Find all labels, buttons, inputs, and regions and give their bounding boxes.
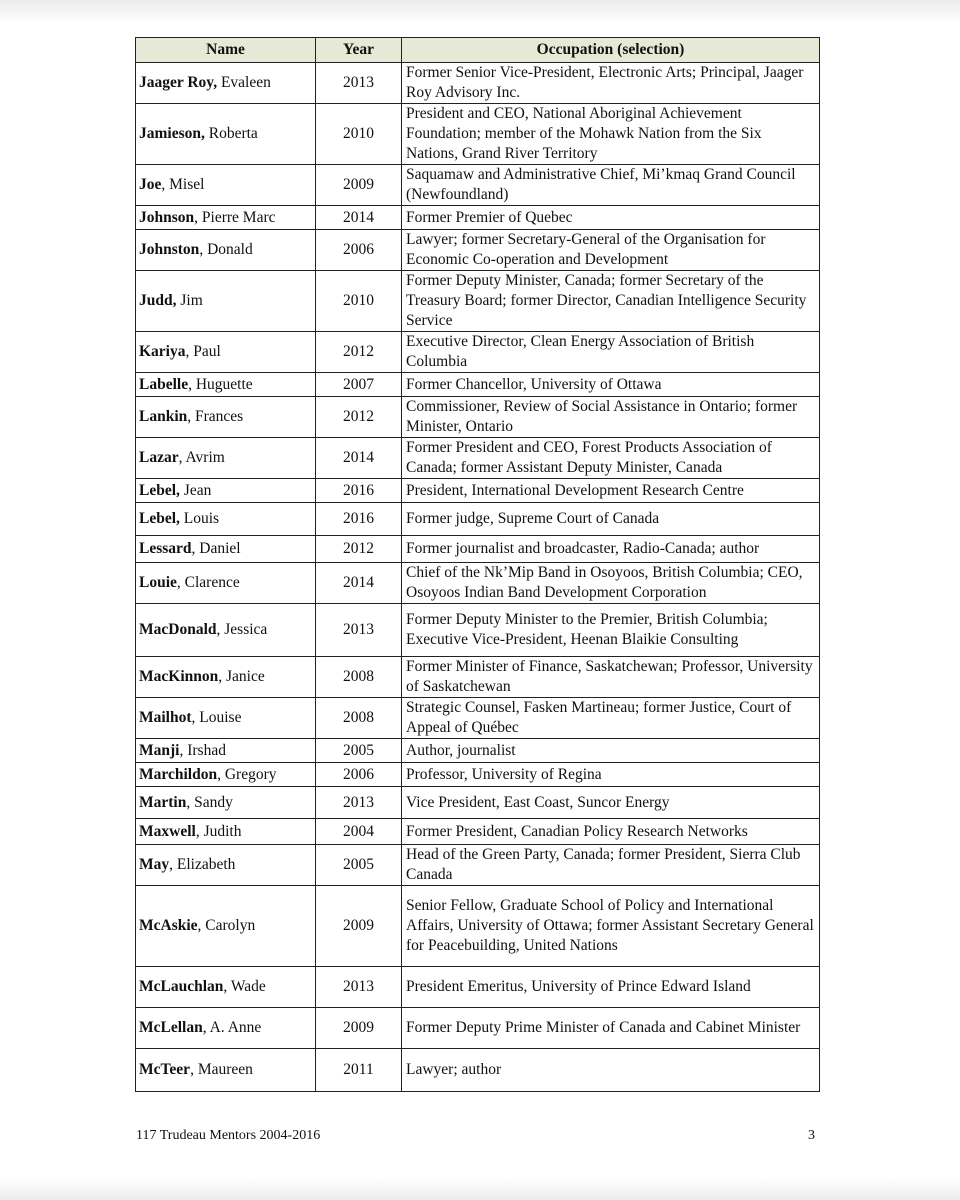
surname: Louie	[139, 574, 177, 591]
given-name: , Pierre Marc	[194, 208, 276, 226]
cell-year: 2013	[316, 604, 402, 657]
cell-name	[136, 787, 316, 819]
cell-name	[136, 479, 316, 503]
cell-occupation: Author, journalist	[402, 739, 820, 763]
cell-occupation: President Emeritus, University of Prince Edward Island	[402, 967, 820, 1008]
cell-year: 2006	[316, 763, 402, 787]
table-row	[136, 739, 820, 763]
cell-year: 2014	[316, 563, 402, 604]
given-name: , Jessica	[216, 621, 268, 638]
table-row	[136, 373, 820, 397]
table-row	[136, 657, 820, 698]
cell-name	[136, 503, 316, 536]
cell-year: 2005	[316, 845, 402, 886]
cell-occupation: Former journalist and broadcaster, Radio-Canada; author	[402, 536, 820, 563]
table-row	[136, 967, 820, 1008]
table-row	[136, 845, 820, 886]
cell-occupation: Executive Director, Clean Energy Association of British Columbia	[402, 332, 820, 373]
table-row	[136, 1049, 820, 1092]
table-row	[136, 397, 820, 438]
cell-occupation: Former Deputy Prime Minister of Canada and Cabinet Minister	[402, 1008, 820, 1049]
cell-occupation: Professor, University of Regina	[402, 763, 820, 787]
given-name: , Gregory	[217, 765, 277, 783]
given-name: Roberta	[204, 125, 258, 142]
cell-occupation: Former Deputy Minister to the Premier, British Columbia; Executive Vice-President, Heenan Blaikie Consulting	[402, 604, 820, 657]
given-name: , Clarence	[176, 574, 240, 591]
cell-name	[136, 1008, 316, 1049]
cell-occupation: Former President, Canadian Policy Research Networks	[402, 819, 820, 845]
surname: Lebel,	[139, 481, 180, 499]
cell-year: 2010	[316, 271, 402, 332]
surname: Jamieson,	[139, 125, 205, 142]
given-name: , Misel	[161, 176, 205, 193]
cell-occupation: Saquamaw and Administrative Chief, Mi’kmaq Grand Council (Newfoundland)	[402, 165, 820, 206]
cell-occupation: Lawyer; former Secretary-General of the Organisation for Economic Co-operation and Development	[402, 230, 820, 271]
cell-year: 2010	[316, 104, 402, 165]
cell-name	[136, 230, 316, 271]
given-name: , Judith	[195, 822, 242, 840]
surname: Judd,	[139, 292, 177, 309]
cell-name	[136, 763, 316, 787]
given-name: , Sandy	[186, 793, 233, 811]
cell-name	[136, 967, 316, 1008]
table-row	[136, 104, 820, 165]
table-row	[136, 271, 820, 332]
cell-name	[136, 206, 316, 230]
surname: Mailhot	[139, 709, 192, 726]
surname: Kariya	[139, 343, 186, 360]
cell-occupation: Head of the Green Party, Canada; former President, Sierra Club Canada	[402, 845, 820, 886]
cell-year: 2008	[316, 698, 402, 739]
table-row	[136, 604, 820, 657]
cell-name	[136, 271, 316, 332]
mentors-table	[135, 37, 820, 1092]
surname: McAskie	[139, 917, 198, 934]
cell-occupation: Vice President, East Coast, Suncor Energy	[402, 787, 820, 819]
cell-year: 2009	[316, 886, 402, 967]
cell-occupation: Former President and CEO, Forest Products Association of Canada; former Assistant Deputy Minister, Canada	[402, 438, 820, 479]
surname: Marchildon	[139, 765, 218, 783]
cell-name	[136, 438, 316, 479]
given-name: Jean	[179, 481, 212, 499]
table-row	[136, 63, 820, 104]
given-name: , Elizabeth	[169, 856, 236, 873]
surname: McTeer	[139, 1061, 191, 1078]
given-name: , A. Anne	[202, 1019, 262, 1036]
table-row	[136, 503, 820, 536]
cell-year: 2013	[316, 787, 402, 819]
cell-occupation: Lawyer; author	[402, 1049, 820, 1092]
surname: Labelle	[139, 375, 189, 393]
table-row	[136, 1008, 820, 1049]
given-name: , Maureen	[190, 1061, 253, 1078]
cell-name	[136, 819, 316, 845]
given-name: Louis	[179, 510, 220, 527]
surname: MacDonald	[139, 621, 217, 638]
surname: Johnson	[139, 208, 195, 226]
table-row	[136, 787, 820, 819]
given-name: Jim	[176, 292, 203, 309]
surname: MacKinnon	[139, 668, 219, 685]
cell-year: 2009	[316, 165, 402, 206]
cell-name	[136, 845, 316, 886]
column-header-name: Name	[136, 38, 316, 63]
cell-year: 2011	[316, 1049, 402, 1092]
cell-year: 2009	[316, 1008, 402, 1049]
surname: Lankin	[139, 408, 188, 425]
table-row	[136, 206, 820, 230]
cell-occupation: Former Premier of Quebec	[402, 206, 820, 230]
given-name: , Avrim	[178, 449, 225, 466]
cell-name	[136, 332, 316, 373]
given-name: , Louise	[191, 709, 242, 726]
given-name: , Janice	[218, 668, 265, 685]
table-row	[136, 332, 820, 373]
cell-occupation: Strategic Counsel, Fasken Martineau; former Justice, Court of Appeal of Québec	[402, 698, 820, 739]
cell-year: 2014	[316, 438, 402, 479]
cell-year: 2016	[316, 503, 402, 536]
cell-year: 2008	[316, 657, 402, 698]
table-row	[136, 819, 820, 845]
table-body	[136, 63, 820, 1092]
cell-year: 2012	[316, 397, 402, 438]
surname: Maxwell	[139, 822, 196, 840]
table-row	[136, 563, 820, 604]
surname: McLellan	[139, 1019, 203, 1036]
cell-occupation: Former Deputy Minister, Canada; former Secretary of the Treasury Board; former Director, Canadian Intelligence Security Service	[402, 271, 820, 332]
given-name: Evaleen	[217, 74, 271, 91]
cell-name	[136, 104, 316, 165]
given-name: , Irshad	[179, 741, 226, 759]
given-name: , Carolyn	[197, 917, 256, 934]
cell-occupation: Commissioner, Review of Social Assistance in Ontario; former Minister, Ontario	[402, 397, 820, 438]
cell-occupation: Former Senior Vice-President, Electronic Arts; Principal, Jaager Roy Advisory Inc.	[402, 63, 820, 104]
surname: Lebel,	[139, 510, 180, 527]
given-name: , Frances	[187, 408, 244, 425]
cell-name	[136, 886, 316, 967]
cell-name	[136, 657, 316, 698]
table-row	[136, 165, 820, 206]
surname: Lazar	[139, 449, 179, 466]
cell-name	[136, 165, 316, 206]
surname: Manji	[139, 741, 180, 759]
surname: Jaager Roy,	[139, 74, 218, 91]
cell-occupation: Chief of the Nk’Mip Band in Osoyoos, British Columbia; CEO, Osoyoos Indian Band Development Corporation	[402, 563, 820, 604]
page-number: 3	[808, 1128, 815, 1143]
cell-name	[136, 563, 316, 604]
cell-year: 2007	[316, 373, 402, 397]
cell-occupation: Former Chancellor, University of Ottawa	[402, 373, 820, 397]
given-name: , Daniel	[191, 540, 241, 557]
column-header-occupation: Occupation (selection)	[402, 38, 820, 63]
table-row	[136, 763, 820, 787]
footer-title: 117 Trudeau Mentors 2004-2016	[136, 1128, 321, 1143]
column-header-year: Year	[316, 38, 402, 63]
cell-year: 2016	[316, 479, 402, 503]
table-row	[136, 479, 820, 503]
cell-name	[136, 604, 316, 657]
cell-name	[136, 373, 316, 397]
table-row	[136, 536, 820, 563]
cell-occupation: Former Minister of Finance, Saskatchewan; Professor, University of Saskatchewan	[402, 657, 820, 698]
surname: May	[139, 856, 170, 873]
table-header	[136, 38, 820, 63]
cell-occupation: Former judge, Supreme Court of Canada	[402, 503, 820, 536]
cell-name	[136, 397, 316, 438]
table-row	[136, 438, 820, 479]
cell-year: 2013	[316, 967, 402, 1008]
cell-year: 2006	[316, 230, 402, 271]
surname: Lessard	[139, 540, 192, 557]
cell-name	[136, 698, 316, 739]
cell-name	[136, 739, 316, 763]
table-row	[136, 886, 820, 967]
cell-year: 2004	[316, 819, 402, 845]
cell-year: 2014	[316, 206, 402, 230]
cell-year: 2012	[316, 536, 402, 563]
cell-year: 2012	[316, 332, 402, 373]
surname: Johnston	[139, 241, 200, 258]
cell-name	[136, 536, 316, 563]
surname: McLauchlan	[139, 978, 224, 995]
header-row	[136, 38, 820, 63]
given-name: , Donald	[199, 241, 253, 258]
surname: Martin	[139, 793, 187, 811]
cell-name	[136, 63, 316, 104]
cell-year: 2005	[316, 739, 402, 763]
table-row	[136, 698, 820, 739]
given-name: , Paul	[185, 343, 221, 360]
cell-name	[136, 1049, 316, 1092]
given-name: , Huguette	[188, 375, 253, 393]
given-name: , Wade	[223, 978, 266, 995]
cell-occupation: Senior Fellow, Graduate School of Policy and International Affairs, University of Ottawa; former Assistant Secretary General for Peacebuilding, United Nations	[402, 886, 820, 967]
table-row	[136, 230, 820, 271]
cell-occupation: President and CEO, National Aboriginal Achievement Foundation; member of the Mohawk Nation from the Six Nations, Grand River Territory	[402, 104, 820, 165]
cell-occupation: President, International Development Research Centre	[402, 479, 820, 503]
surname: Joe	[139, 176, 162, 193]
cell-year: 2013	[316, 63, 402, 104]
